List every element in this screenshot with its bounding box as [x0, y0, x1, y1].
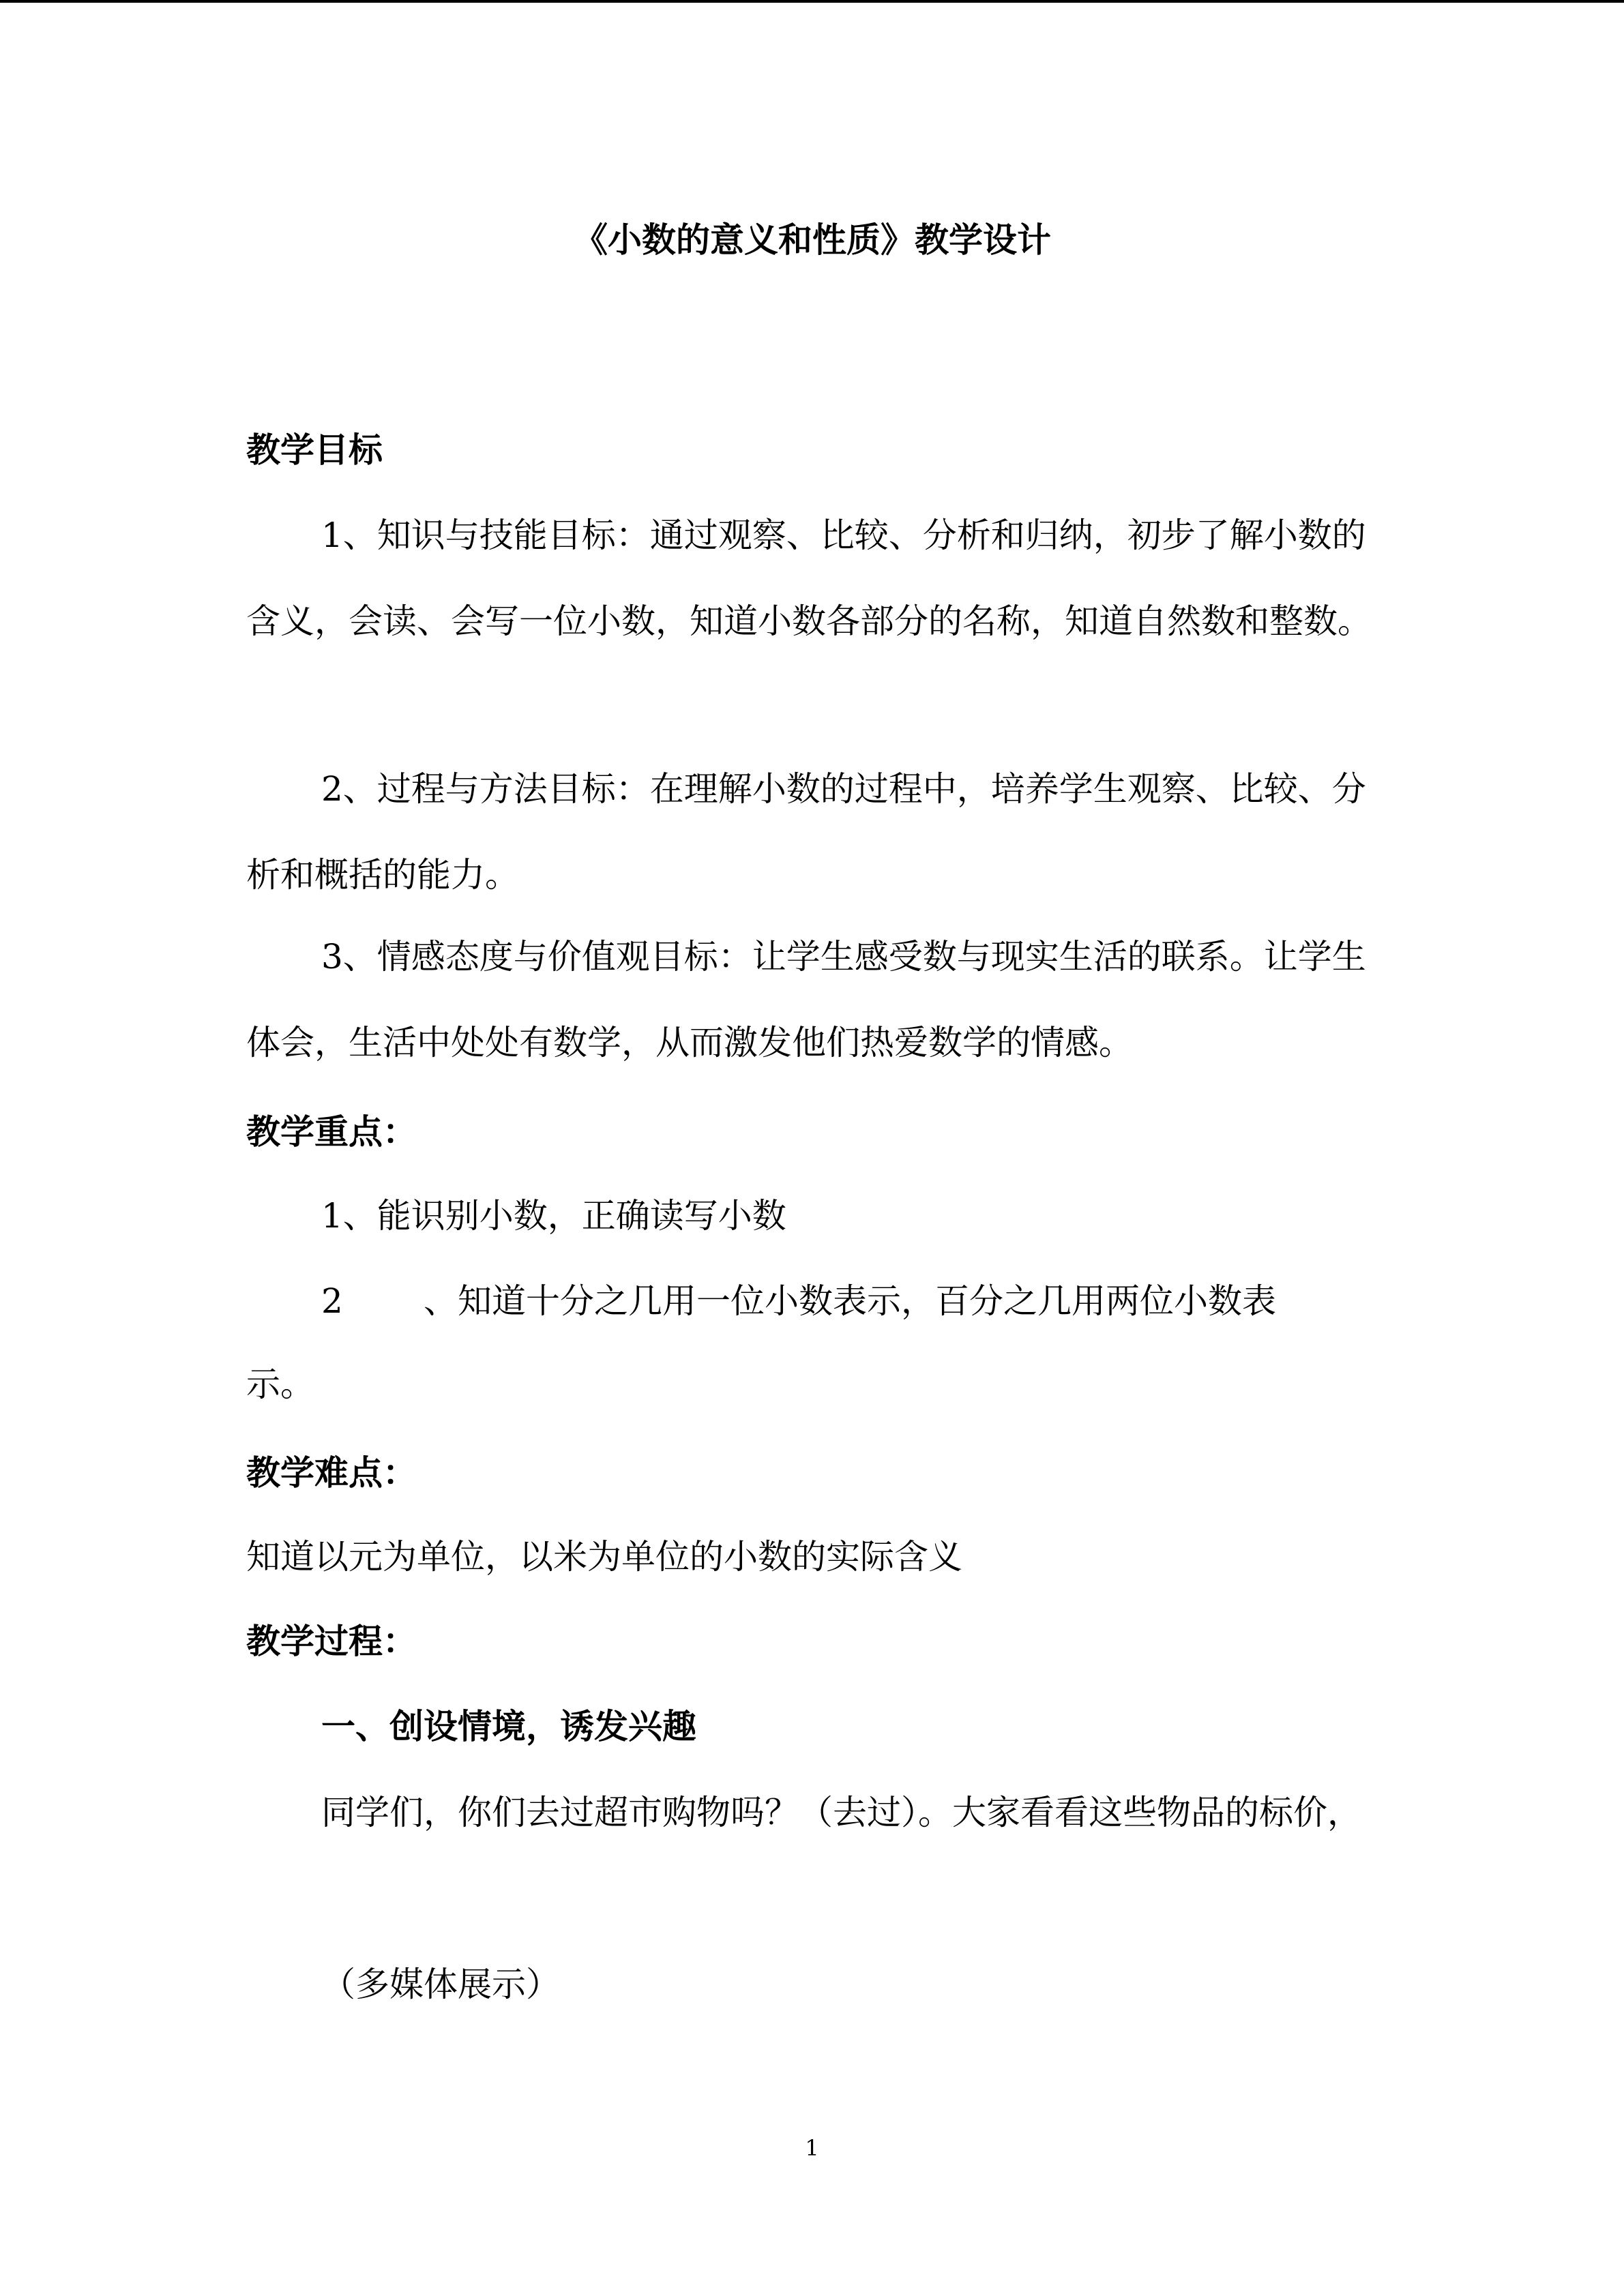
key-point-item-2-text: 、知道十分之几用一位小数表示，百分之几用两位小数表 — [424, 1281, 1276, 1321]
objective-item-3: 3、情感态度与价值观目标：让学生感受数与现实生活的联系。让学生体会，生活中处处有数学，从而激发他们热爱数学的情感。 — [246, 937, 1366, 1062]
objective-item-1: 1、知识与技能目标：通过观察、比较、分析和归纳，初步了解小数的含义，会读、会写一位小数，知道小数各部分的名称，知道自然数和整数。 — [246, 516, 1372, 641]
document-title: 《小数的意义和性质》教学设计 — [574, 220, 1051, 260]
process-heading: 教学过程： — [246, 1621, 417, 1661]
process-section-1-heading: 一、创设情境，诱发兴趣 — [321, 1706, 696, 1746]
key-point-item-2-number: 2 — [321, 1281, 343, 1321]
process-section-1-text: 同学们，你们去过超市购物吗？（去过）。大家看看这些物品的标价， — [321, 1793, 1361, 1832]
key-points-heading: 教学重点： — [246, 1112, 417, 1152]
key-point-item-2 — [321, 1277, 1276, 1325]
difficulties-text: 知道以元为单位，以米为单位的小数的实际含义 — [246, 1537, 962, 1577]
process-section-1-note: （多媒体展示） — [321, 1965, 560, 2004]
objective-item-2: 2、过程与方法目标：在理解小数的过程中，培养学生观察、比较、分析和概括的能力。 — [246, 769, 1366, 895]
objectives-heading: 教学目标 — [246, 430, 383, 470]
page-top-border — [0, 0, 1624, 3]
key-point-item-2-continuation: 示。 — [246, 1365, 314, 1404]
key-point-item-1: 1、能识别小数，正确读写小数 — [321, 1196, 786, 1236]
difficulties-heading: 教学难点： — [246, 1452, 417, 1493]
page-number: 1 — [805, 2135, 819, 2161]
